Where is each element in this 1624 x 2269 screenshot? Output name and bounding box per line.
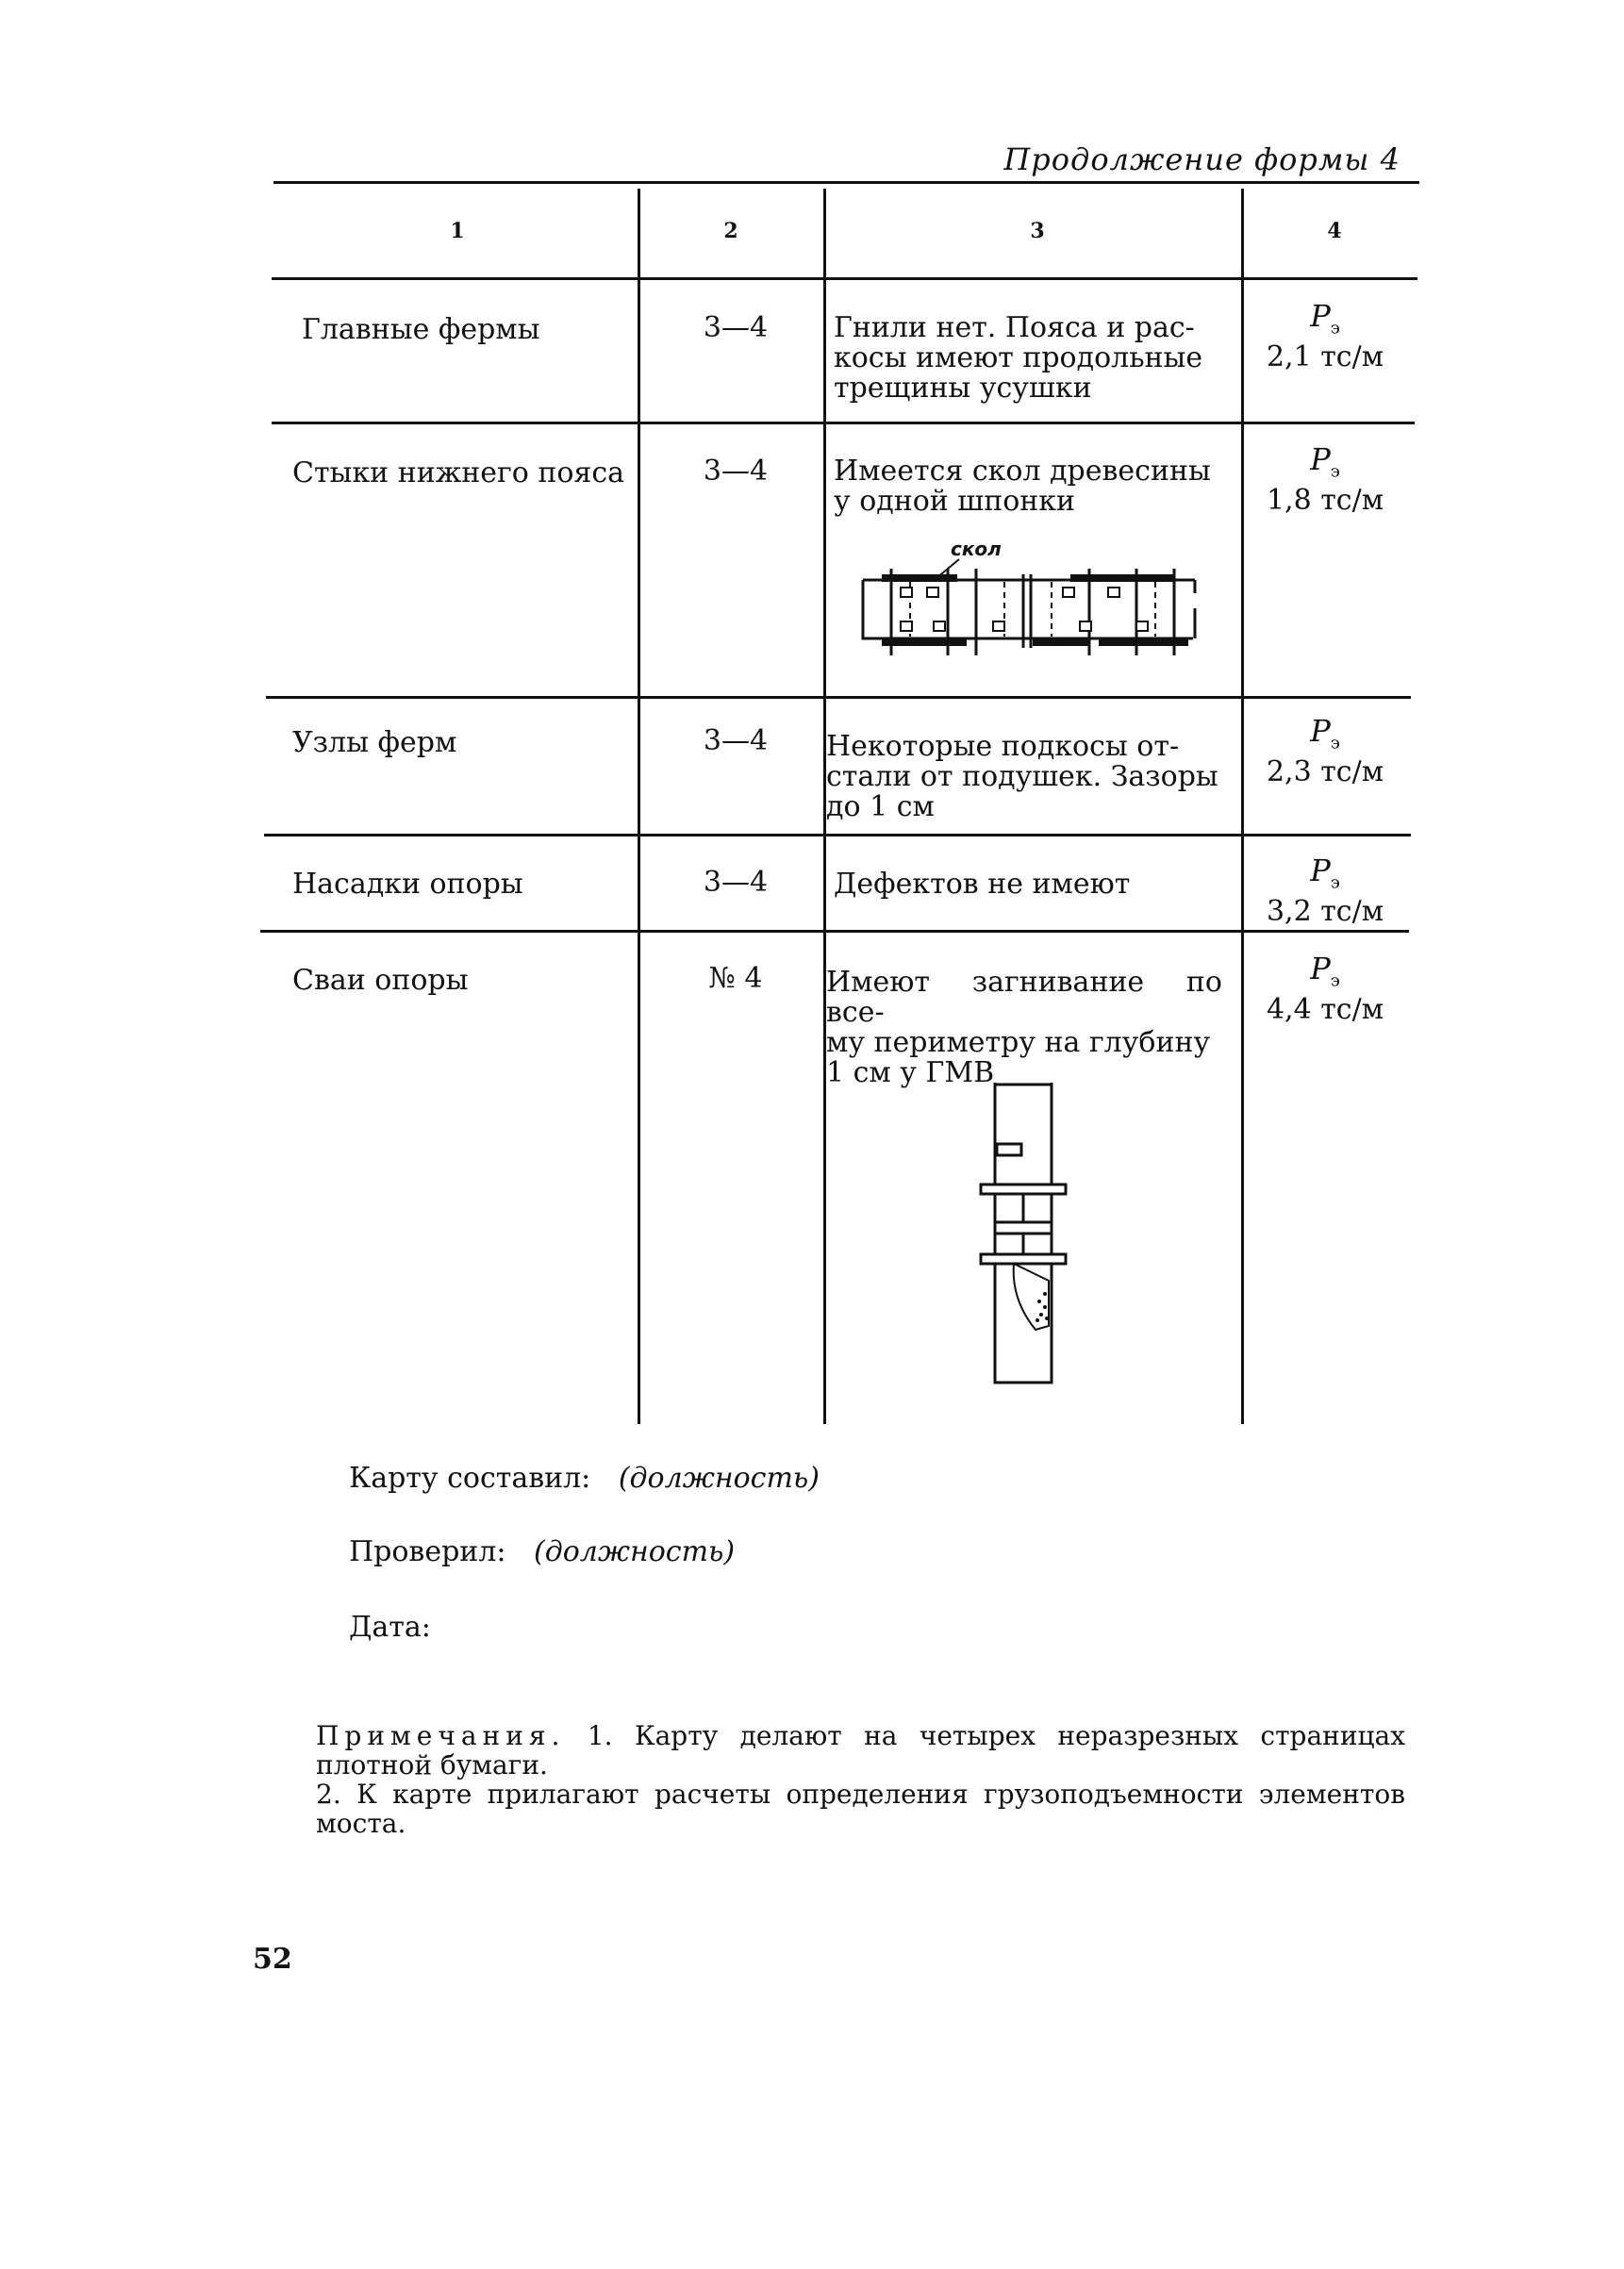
load-capacity: $P_э$ 4,4 тс/м <box>1245 954 1405 1025</box>
pe-symbol: $P_э$ <box>1310 298 1340 339</box>
compiled-by-line <box>349 1462 820 1495</box>
checked-by-position: (должность) <box>533 1535 736 1568</box>
pe-symbol: $P_э$ <box>1310 441 1340 482</box>
row-rule-2 <box>266 696 1411 699</box>
note-2: 2. К карте прилагают расчеты определения грузоподъемности элементов моста. <box>316 1779 1405 1839</box>
pe-symbol: $P_э$ <box>1310 853 1340 893</box>
note-1: Примечания. 1. Карту делают на четырех неразрезных страницах плотной бумаги. <box>316 1720 1405 1780</box>
checked-by-label: Проверил: <box>349 1535 506 1568</box>
table-top-rule <box>273 181 1419 184</box>
load-capacity: $P_э$ 2,3 тс/м <box>1245 717 1405 787</box>
load-capacity: $P_э$ 2,1 тс/м <box>1245 302 1405 373</box>
compiled-by-position: (должность) <box>618 1462 820 1495</box>
column-number-4: 4 <box>1327 219 1342 243</box>
date-line <box>349 1611 431 1644</box>
date-label: Дата: <box>349 1611 431 1644</box>
condition-grade: № 4 <box>708 962 763 995</box>
element-name: Стыки нижнего пояса <box>292 456 625 489</box>
header-bottom-rule <box>272 277 1417 280</box>
load-capacity: $P_э$ 3,2 тс/м <box>1245 856 1405 927</box>
element-name: Главные фермы <box>302 313 540 346</box>
compiled-by-label: Карту составил: <box>349 1462 591 1495</box>
checked-by-line <box>349 1535 735 1568</box>
condition-grade: 3—4 <box>703 455 769 488</box>
load-capacity: $P_э$ 1,8 тс/м <box>1245 445 1405 516</box>
defect-description: Имеют загнивание по все- му периметру на глубину 1 см у ГМВ <box>826 966 1222 1089</box>
defect-description: Некоторые подкосы от- стали от подушек. Зазоры до 1 см <box>826 730 1218 823</box>
column-divider-3 <box>1241 189 1244 1424</box>
row-rule-4 <box>260 930 1409 933</box>
row-rule-3 <box>264 834 1411 836</box>
condition-grade: 3—4 <box>703 866 769 899</box>
element-name: Насадки опоры <box>292 868 523 901</box>
defect-description: Имеется скол древесины у одной шпонки <box>834 455 1211 518</box>
condition-grade: 3—4 <box>703 724 769 757</box>
page-number: 52 <box>253 1943 292 1976</box>
defect-description: Дефектов не имеют <box>834 868 1131 901</box>
pe-symbol: $P_э$ <box>1310 713 1340 754</box>
form-continuation-title: Продолжение формы 4 <box>1003 141 1400 177</box>
pe-symbol: $P_э$ <box>1310 951 1340 991</box>
column-number-2: 2 <box>723 219 738 243</box>
chip-label: скол <box>951 538 1002 560</box>
column-divider-1 <box>638 189 640 1424</box>
element-name: Сваи опоры <box>292 964 469 997</box>
notes <box>316 1721 1405 1838</box>
chord-joint-sketch <box>853 533 1212 660</box>
column-number-3: 3 <box>1030 219 1045 243</box>
defect-description: Гнили нет. Пояса и рас- косы имеют продольные трещины усушки <box>834 311 1203 405</box>
pile-sketch <box>971 1083 1075 1384</box>
condition-grade: 3—4 <box>703 311 769 344</box>
column-number-1: 1 <box>450 219 465 243</box>
element-name: Узлы ферм <box>292 726 457 759</box>
notes-heading: Примечания. <box>316 1720 566 1751</box>
